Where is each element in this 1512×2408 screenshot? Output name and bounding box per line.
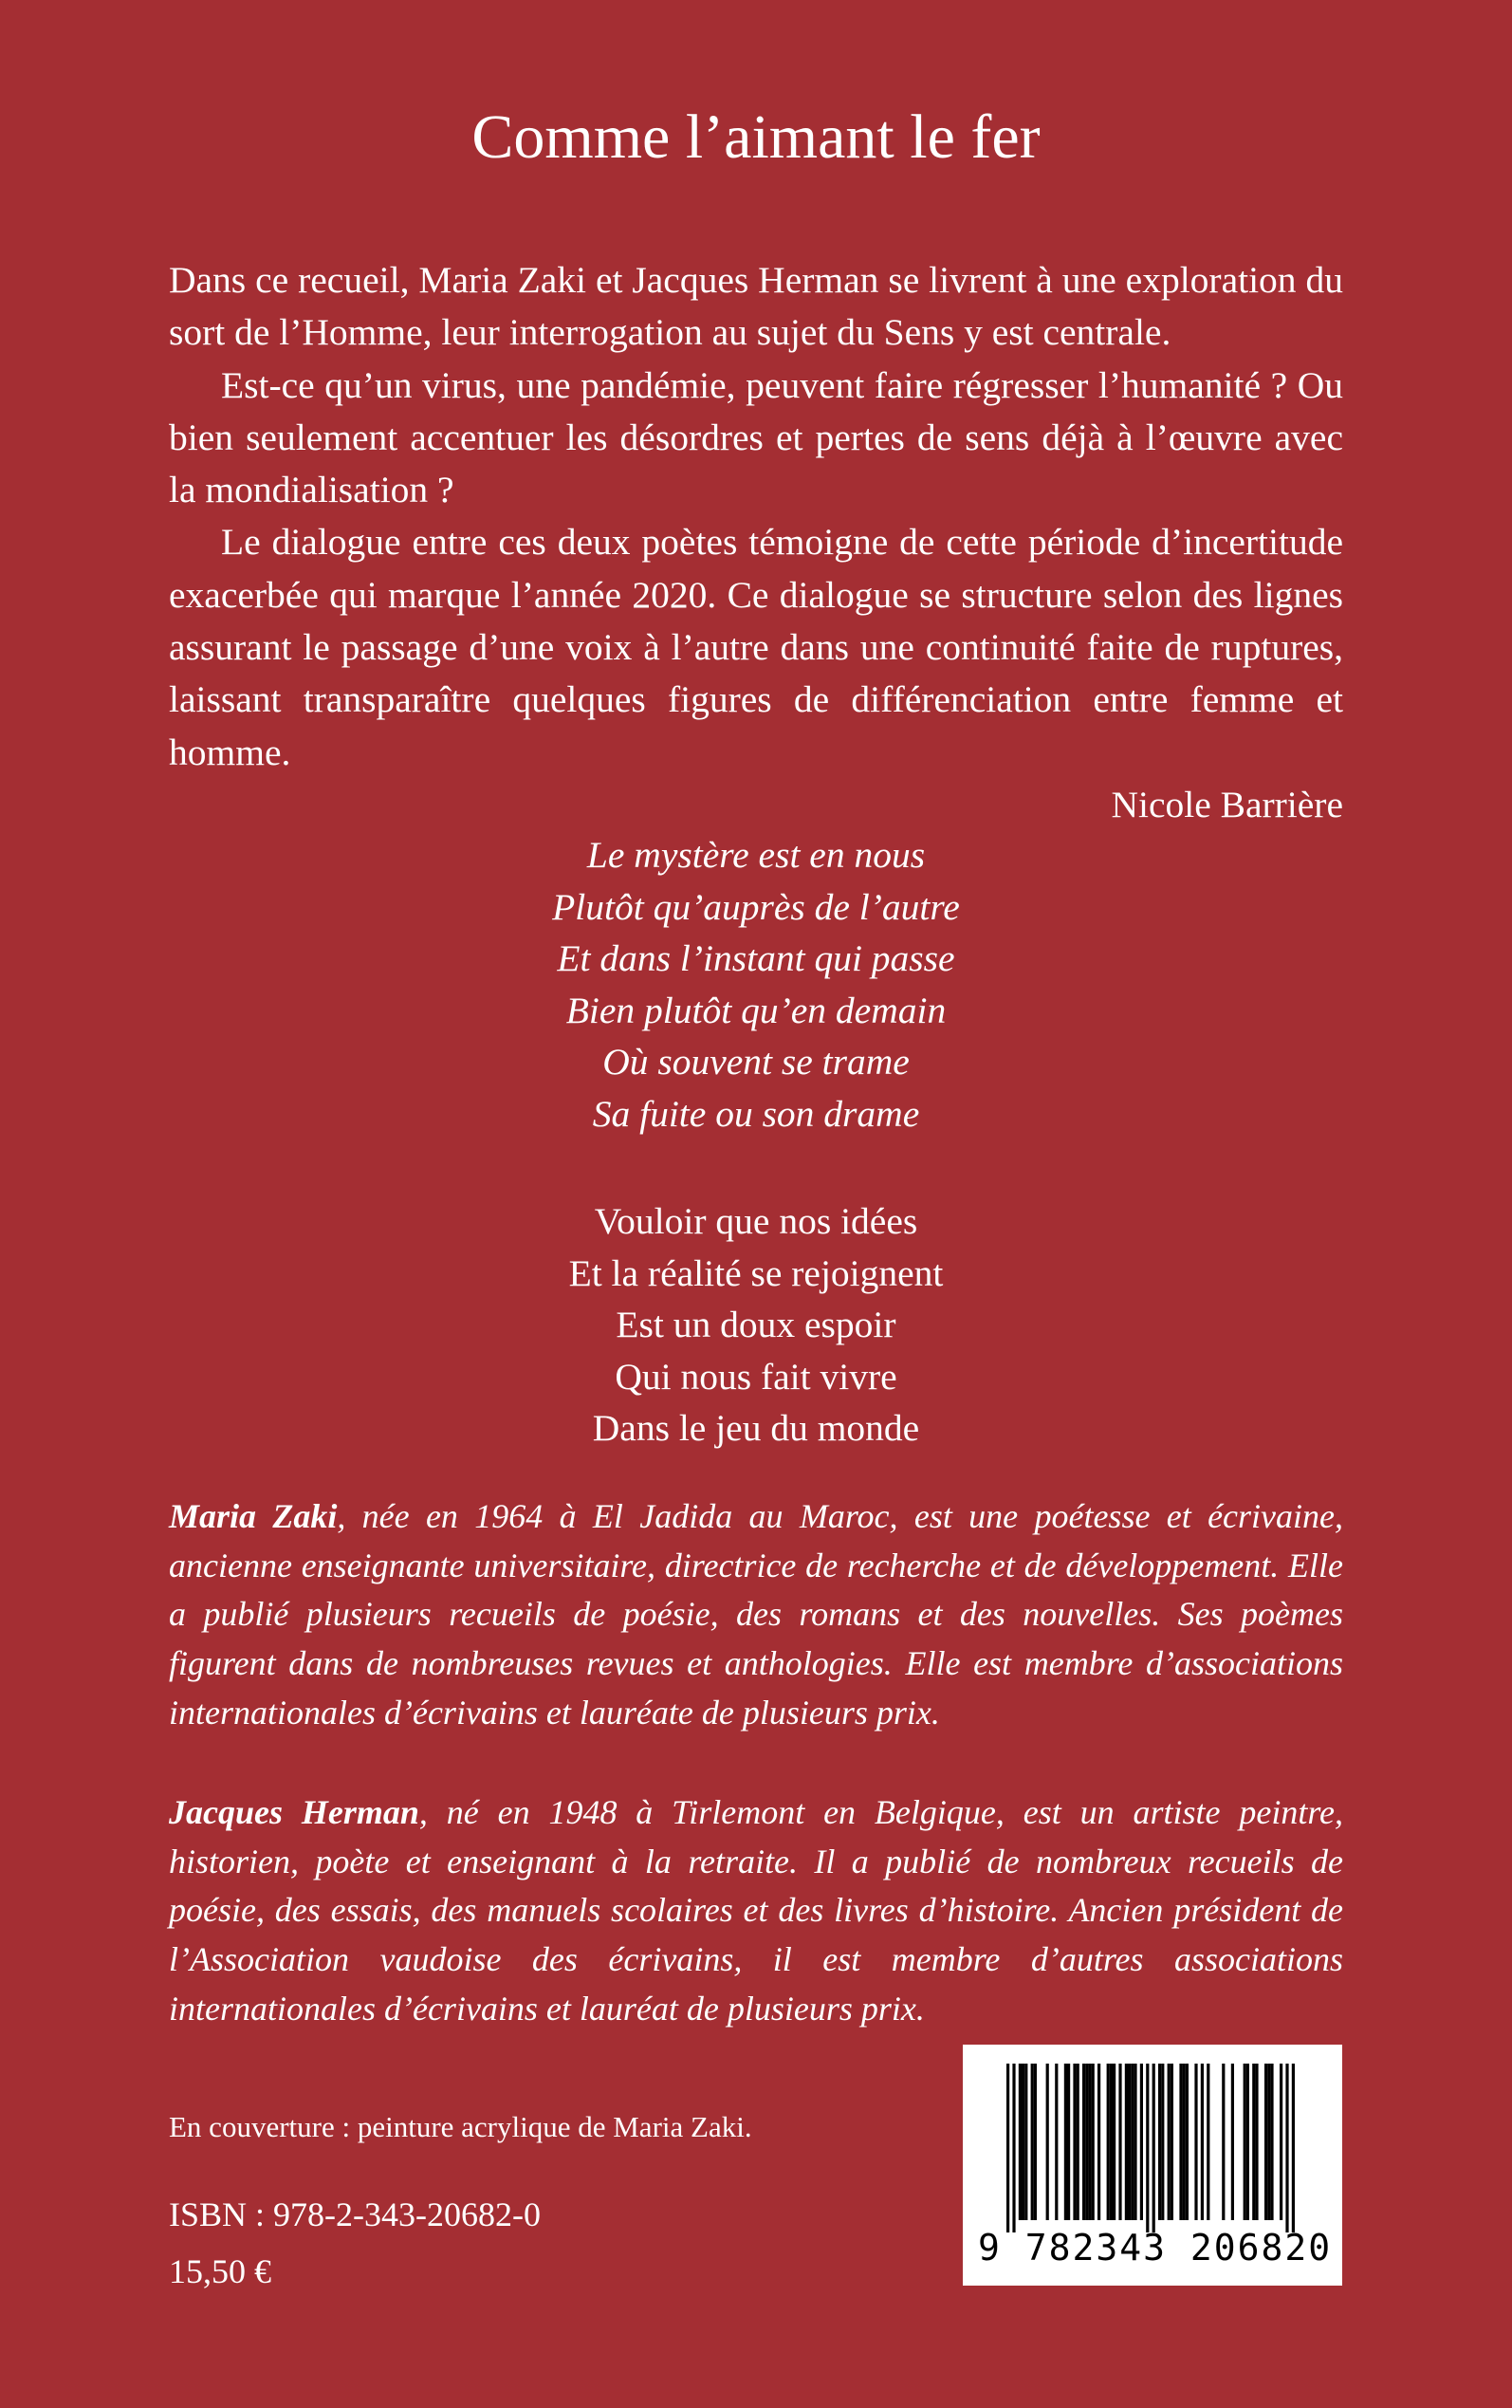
barcode-bar	[1107, 2064, 1110, 2220]
barcode-bar	[1055, 2064, 1058, 2220]
barcode-bar	[1222, 2064, 1225, 2220]
blurb	[169, 254, 1343, 831]
barcode-bar	[1146, 2064, 1149, 2232]
barcode-bar	[1031, 2064, 1034, 2220]
barcode-bar	[1246, 2064, 1249, 2220]
barcode-bar	[1285, 2064, 1288, 2232]
barcode-bar	[1064, 2064, 1067, 2220]
poem-line: Où souvent se trame	[602, 1041, 910, 1084]
barcode-bar	[1292, 2064, 1295, 2232]
barcode-bar	[1183, 2064, 1186, 2220]
barcode-bar	[1110, 2064, 1113, 2220]
barcode-bar	[1194, 2064, 1197, 2220]
barcode-bar	[1088, 2064, 1091, 2220]
barcode-bar	[1085, 2064, 1088, 2220]
author-bio-zaki	[169, 1492, 1343, 1738]
barcode-bar	[1168, 2064, 1171, 2220]
price: 15,50 €	[169, 2252, 271, 2290]
barcode-bar	[1140, 2064, 1143, 2220]
barcode-bar	[1077, 2064, 1079, 2220]
barcode-bar	[1131, 2064, 1134, 2220]
blurb-paragraph: Dans ce recueil, Maria Zaki et Jacques Herman se livrent à une exploration du sort de l’Homme, leur interrogation au sujet du Sens y est centrale.	[169, 259, 1343, 354]
barcode-bar	[1161, 2064, 1164, 2220]
author-bio-herman	[169, 1788, 1343, 2034]
poem-line: Plutôt qu’auprès de l’autre	[552, 885, 960, 928]
barcode-bar	[1244, 2064, 1246, 2220]
barcode-bar	[1073, 2064, 1076, 2220]
isbn: ISBN : 978-2-343-20682-0	[169, 2195, 541, 2233]
barcode-bar	[1231, 2064, 1234, 2220]
author-bio-text: , née en 1964 à El Jadida au Maroc, est une poétesse et écrivaine, ancienne enseignante universitaire, directrice de recherche et de développement. Elle a publié plusieurs recueils de poésie, des romans et des nouvelles. Ses poèmes figurent dans de nombreuses revues et anthologies. Elle est membre d’associations internationales d’écrivains et lauréate de plusieurs prix.	[169, 1497, 1343, 1732]
barcode-bar	[1255, 2064, 1258, 2220]
poem-line: Et la réalité se rejoignent	[568, 1251, 944, 1294]
barcode-bar	[1186, 2064, 1189, 2220]
barcode-bar	[1171, 2064, 1173, 2220]
poem-stanza-italic	[0, 829, 1512, 1140]
barcode-bar	[1092, 2064, 1095, 2220]
barcode-bar	[1046, 2064, 1049, 2220]
author-bio-text: , né en 1948 à Tirlemont en Belgique, est un artiste peintre, historien, poète et enseignant à la retraite. Il a publié de nombreux recueils de poésie, des essais, des manuels scolaires et des livres d’histoire. Ancien président de l’Association vaudoise des écrivains, il est membre d’autres associations internationales d’écrivains et lauréat de plusieurs prix.	[169, 1793, 1343, 2028]
barcode-bar	[1252, 2064, 1255, 2220]
poem-line: Et dans l’instant qui passe	[557, 937, 955, 980]
barcode-bar	[1267, 2064, 1270, 2220]
blurb-paragraph: Est-ce qu’un virus, une pandémie, peuvent faire régresser l’humanité ? Ou bien seulement accentuer les désordres et pertes de sens déjà à l’œuvre avec la mondialisation ?	[169, 363, 1343, 511]
blurb-signature: Nicole Barrière	[1111, 783, 1343, 825]
barcode-bar	[1134, 2064, 1136, 2220]
barcode-bar	[1113, 2064, 1116, 2220]
barcode-bar	[1019, 2064, 1022, 2220]
barcode-bar	[1034, 2064, 1037, 2220]
barcode-bar	[1022, 2064, 1024, 2220]
barcode-bar	[1125, 2064, 1128, 2220]
poem-line: Bien plutôt qu’en demain	[565, 989, 947, 1031]
poem-line: Qui nous fait vivre	[615, 1355, 897, 1398]
poem-stanza-upright	[0, 1195, 1512, 1454]
barcode-bar	[1012, 2064, 1015, 2232]
barcode-bar	[1006, 2064, 1009, 2232]
barcode-bar	[1097, 2064, 1100, 2220]
poem-line: Le mystère est en nous	[586, 834, 926, 876]
author-name: Jacques Herman	[169, 1793, 419, 1831]
barcode-digits: 9 782343 206820	[978, 2227, 1333, 2269]
barcode-bar	[1280, 2064, 1282, 2220]
book-title: Comme l’aimant le fer	[471, 102, 1041, 172]
barcode	[963, 2045, 1342, 2286]
barcode-bar	[1270, 2064, 1273, 2220]
barcode-bar	[1158, 2064, 1161, 2220]
poem-line: Sa fuite ou son drame	[592, 1092, 920, 1135]
barcode-bar	[1082, 2064, 1085, 2220]
cover-credit: En couverture : peinture acrylique de Maria Zaki.	[169, 2110, 752, 2143]
barcode-bar	[1152, 2064, 1155, 2232]
barcode-bar	[1264, 2064, 1267, 2220]
blurb-paragraph: Le dialogue entre ces deux poètes témoigne de cette période d’incertitude exacerbée qui marque l’année 2020. Ce dialogue se structure selon des lignes assurant le passage d’une voix à l’autre dans une continuité faite de ruptures, laissant transparaître quelques figures de différenciation entre femme et homme.	[169, 521, 1343, 773]
barcode-bar	[1128, 2064, 1131, 2220]
poem-line: Est un doux espoir	[616, 1304, 896, 1346]
poem-line: Vouloir que nos idées	[594, 1200, 918, 1242]
barcode-bar	[1179, 2064, 1182, 2220]
barcode-bar	[1201, 2064, 1204, 2220]
author-name: Maria Zaki	[169, 1497, 338, 1535]
barcode-bar	[1207, 2064, 1209, 2220]
barcode-bar	[1024, 2064, 1027, 2220]
barcode-bar	[1118, 2064, 1121, 2220]
barcode-bar	[1067, 2064, 1070, 2220]
poem-line: Dans le jeu du monde	[592, 1407, 920, 1450]
